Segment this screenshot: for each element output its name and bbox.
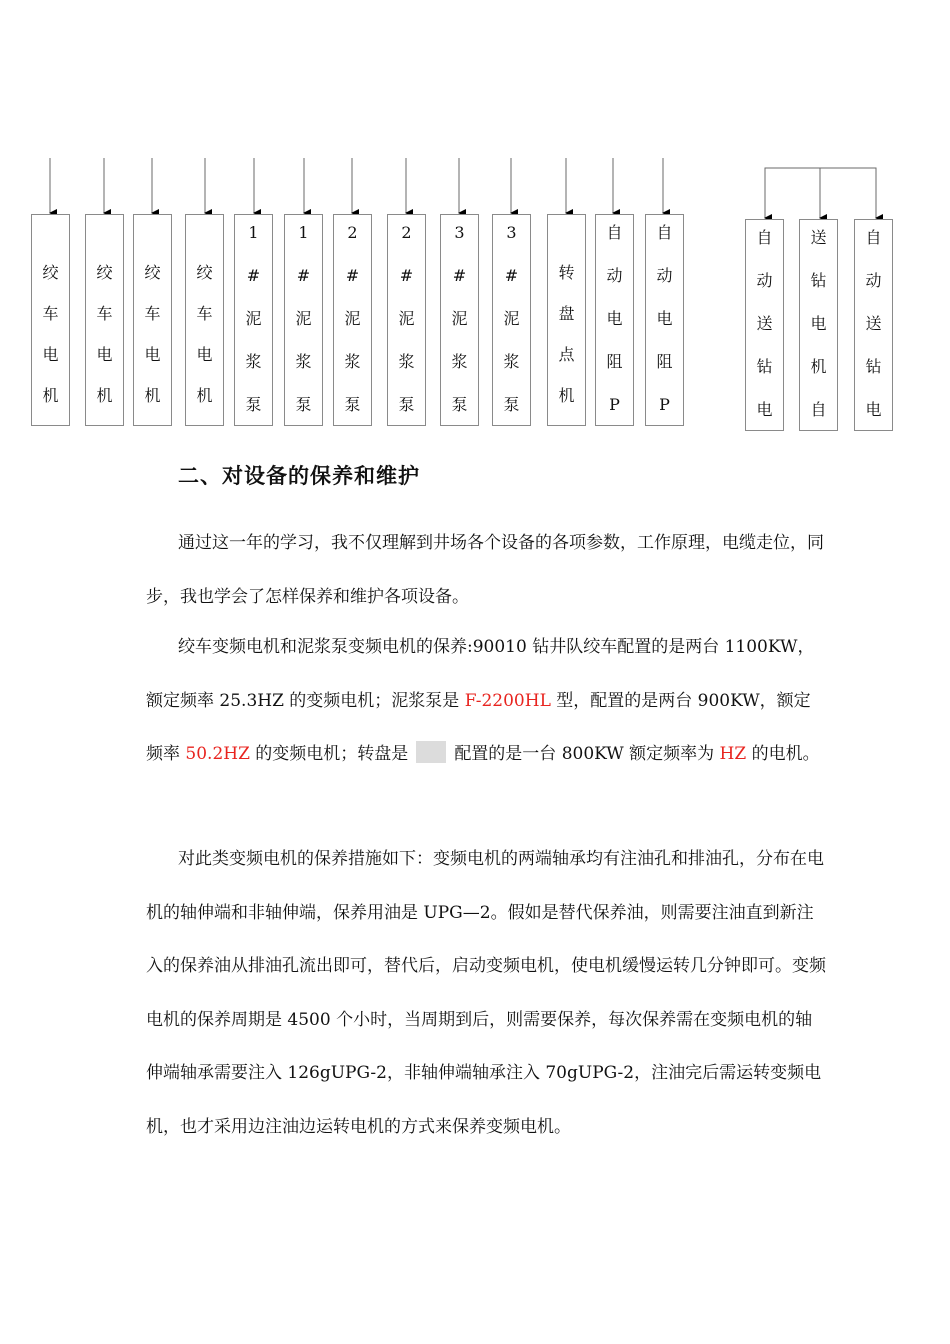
turntable-frequency: HZ: [719, 744, 747, 764]
box-char: #: [246, 266, 261, 285]
box-char: 电: [96, 345, 113, 364]
p2-text-f: 配置的是一台 800KW 额定频率为: [454, 744, 720, 764]
box-char: 机: [810, 357, 827, 376]
box-char: 动: [865, 271, 882, 290]
box-char: 送: [865, 314, 882, 333]
box-char: 电: [865, 400, 882, 419]
p2-text-h: 的电机。: [746, 744, 820, 764]
box-char: 钻: [756, 357, 773, 376]
equipment-box: [387, 214, 426, 426]
equipment-box: [492, 214, 531, 426]
box-char: 阻: [606, 352, 623, 371]
box-char: 泥: [344, 309, 361, 328]
equipment-box: [547, 214, 586, 426]
paragraph-3: 对此类变频电机的保养措施如下：变频电机的两端轴承均有注油孔和排油孔，分布在电机的轴伸端和非轴伸端，保养用油是 UPG—2。假如是替代保养油，则需要注油直到新注入的保养油从排油孔流出即可，替代后，启动变频电机，使电机缓慢运转几分钟即可。变频电机的保养周期是 4500 个小时，当周期到后，则需要保养，每次保养需在变频电机的轴伸端轴承需要注入 126gUPG-2，非轴伸端轴承注入 70gUPG-2，注油完后需运转变频电机，也才采用边注油边运转电机的方式来保养变频电机。: [146, 849, 826, 1137]
box-char: 1: [248, 223, 259, 242]
box-char: 动: [606, 266, 623, 285]
box-char: 车: [144, 304, 161, 323]
box-char: 电: [606, 309, 623, 328]
box-char: 送: [756, 314, 773, 333]
box-char: 泵: [344, 395, 361, 414]
box-char: 转: [558, 263, 575, 282]
blank-placeholder: [416, 741, 446, 763]
box-char: 泵: [451, 395, 468, 414]
equipment-box: [333, 214, 372, 426]
box-char: 泥: [503, 309, 520, 328]
box-char: 2: [401, 223, 412, 242]
box-char: 车: [96, 304, 113, 323]
box-char: 阻: [656, 352, 673, 371]
section-title: 二、对设备的保养和维护: [178, 464, 420, 488]
box-char: P: [609, 395, 620, 414]
equipment-box: [284, 214, 323, 426]
box-char: 车: [42, 304, 59, 323]
box-char: 动: [656, 266, 673, 285]
box-char: 电: [810, 314, 827, 333]
box-char: 电: [196, 345, 213, 364]
paragraph-1: 通过这一年的学习，我不仅理解到井场各个设备的各项参数，工作原理，电缆走位，同步，我也学会了怎样保养和维护各项设备。: [146, 533, 824, 607]
equipment-box: [799, 219, 838, 431]
box-char: 机: [96, 386, 113, 405]
box-char: 绞: [196, 263, 213, 282]
box-char: #: [296, 266, 311, 285]
box-char: 点: [558, 345, 575, 364]
box-char: 机: [42, 386, 59, 405]
box-char: 电: [656, 309, 673, 328]
p2-text-a: 绞车变频电机和泥浆泵变频电机的保养:90010 钻井队绞车配置的是两台 1100KW，额定频率 25.3HZ 的变频电机；泥浆泵是: [146, 637, 815, 711]
box-char: #: [345, 266, 360, 285]
box-char: 3: [506, 223, 517, 242]
box-char: 泵: [245, 395, 262, 414]
box-char: 浆: [295, 352, 312, 371]
box-char: 电: [756, 400, 773, 419]
p2-text-e: 的变频电机；转盘是: [249, 744, 409, 764]
box-char: 浆: [344, 352, 361, 371]
box-char: 泵: [398, 395, 415, 414]
box-char: 泥: [245, 309, 262, 328]
box-char: 浆: [451, 352, 468, 371]
p2-text-c: 型，配置的是两台 900KW，额定频率: [146, 690, 811, 764]
box-char: 机: [196, 386, 213, 405]
box-char: 钻: [865, 357, 882, 376]
box-char: 自: [656, 223, 673, 242]
equipment-diagram: [0, 0, 950, 440]
box-char: 钻: [810, 271, 827, 290]
box-char: 2: [347, 223, 358, 242]
pump-frequency: 50.2HZ: [185, 744, 250, 764]
box-char: 车: [196, 304, 213, 323]
box-char: 泥: [295, 309, 312, 328]
box-char: 泵: [503, 395, 520, 414]
box-char: 1: [298, 223, 309, 242]
box-char: 绞: [144, 263, 161, 282]
box-char: 电: [42, 345, 59, 364]
box-char: 自: [865, 228, 882, 247]
box-char: 泵: [295, 395, 312, 414]
equipment-box: [234, 214, 273, 426]
equipment-box: [854, 219, 893, 431]
equipment-box: [133, 214, 172, 426]
box-char: 浆: [245, 352, 262, 371]
box-char: #: [399, 266, 414, 285]
equipment-box: [31, 214, 70, 426]
box-char: 自: [606, 223, 623, 242]
box-char: 自: [756, 228, 773, 247]
paragraph-2: [146, 621, 826, 782]
box-char: 电: [144, 345, 161, 364]
equipment-box: [85, 214, 124, 426]
equipment-box: [745, 219, 784, 431]
box-char: 浆: [398, 352, 415, 371]
box-char: 绞: [96, 263, 113, 282]
box-char: P: [659, 395, 670, 414]
equipment-box: [645, 214, 684, 426]
box-char: 泥: [451, 309, 468, 328]
equipment-box: [595, 214, 634, 426]
box-char: 机: [144, 386, 161, 405]
box-char: #: [452, 266, 467, 285]
box-char: 机: [558, 386, 575, 405]
box-char: 3: [454, 223, 465, 242]
box-char: 送: [810, 228, 827, 247]
equipment-box: [185, 214, 224, 426]
box-char: 自: [810, 400, 827, 419]
box-char: 动: [756, 271, 773, 290]
box-char: 盘: [558, 304, 575, 323]
pump-model: F-2200HL: [464, 690, 551, 711]
box-char: 浆: [503, 352, 520, 371]
box-char: 泥: [398, 309, 415, 328]
box-char: #: [504, 266, 519, 285]
equipment-box: [440, 214, 479, 426]
box-char: 绞: [42, 263, 59, 282]
